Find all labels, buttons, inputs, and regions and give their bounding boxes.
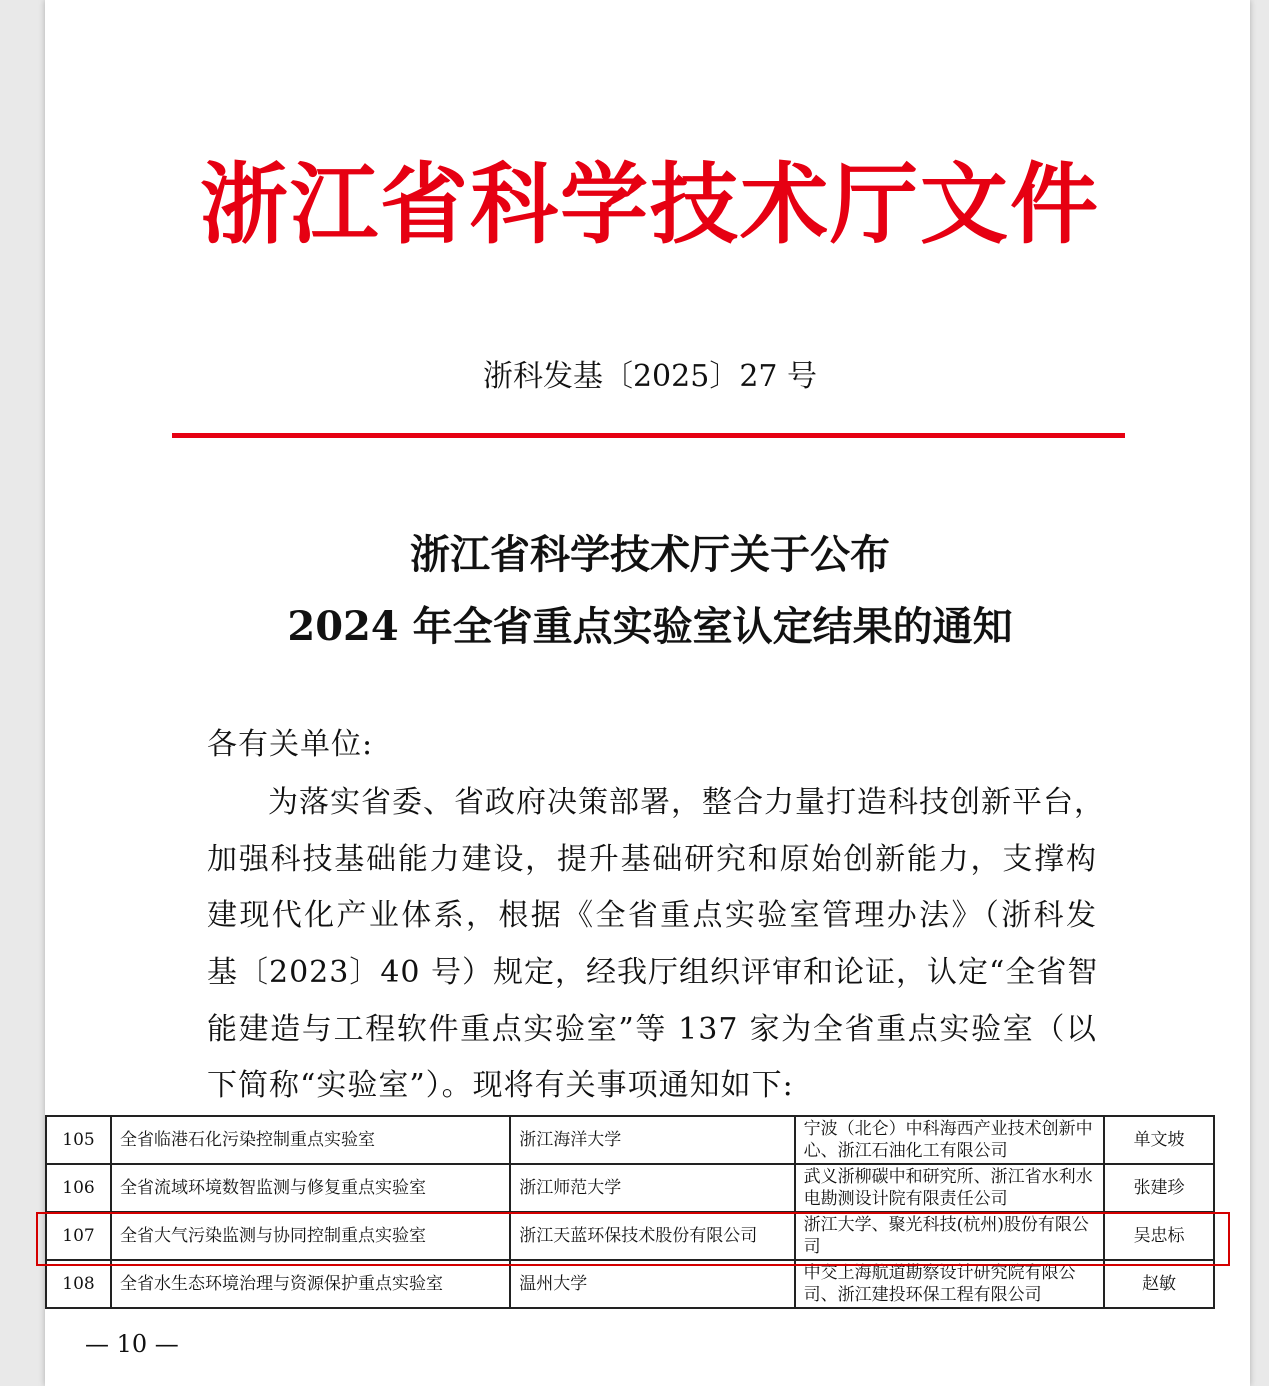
- director: 吴忠标: [1104, 1212, 1214, 1260]
- salutation: 各有关单位:: [207, 727, 374, 762]
- row-number: 105: [46, 1116, 111, 1164]
- director: 单文坡: [1104, 1116, 1214, 1164]
- host-unit: 浙江天蓝环保技术股份有限公司: [510, 1212, 794, 1260]
- lab-name: 全省临港石化污染控制重点实验室: [111, 1116, 510, 1164]
- host-unit: 浙江师范大学: [510, 1164, 794, 1212]
- notice-title-line-2: 2024 年全省重点实验室认定结果的通知: [287, 603, 1013, 650]
- director: 赵敏: [1104, 1260, 1214, 1308]
- red-divider-line: [172, 433, 1125, 438]
- lab-name: 全省大气污染监测与协同控制重点实验室: [111, 1212, 510, 1260]
- body-line: 下简称“实验室”）。现将有关事项通知如下:: [207, 1068, 794, 1103]
- partner-units: 中交上海航道勘察设计研究院有限公司、浙江建投环保工程有限公司: [795, 1260, 1104, 1308]
- body-line: 为落实省委、省政府决策部署，整合力量打造科技创新平台，: [268, 785, 1105, 820]
- lab-name: 全省流域环境数智监测与修复重点实验室: [111, 1164, 510, 1212]
- lab-table: [45, 1115, 1215, 1309]
- row-number: 107: [46, 1212, 111, 1260]
- table-row: [46, 1260, 1214, 1308]
- partner-units: 浙江大学、聚光科技(杭州)股份有限公司: [795, 1212, 1104, 1260]
- host-unit: 温州大学: [510, 1260, 794, 1308]
- lab-name: 全省水生态环境治理与资源保护重点实验室: [111, 1260, 510, 1308]
- document-number: 浙科发基〔2025〕27 号: [482, 359, 818, 394]
- table-row-highlighted: [46, 1212, 1214, 1260]
- table-row: [46, 1116, 1214, 1164]
- body-line: 加强科技基础能力建设，提升基础研究和原始创新能力，支撑构: [207, 842, 1097, 877]
- body-line: 基〔2023〕40 号）规定，经我厅组织评审和论证，认定“全省智: [207, 955, 1099, 990]
- partner-units: 武义浙柳碳中和研究所、浙江省水利水电勘测设计院有限责任公司: [795, 1164, 1104, 1212]
- partner-units: 宁波（北仑）中科海西产业技术创新中心、浙江石油化工有限公司: [795, 1116, 1104, 1164]
- notice-title-line-1: 浙江省科学技术厅关于公布: [410, 531, 890, 578]
- body-line: 建现代化产业体系，根据《全省重点实验室管理办法》（浙科发: [207, 898, 1097, 933]
- page-number: — 10 —: [85, 1330, 179, 1358]
- red-header-title: 浙江省科学技术厅文件: [199, 153, 1100, 256]
- host-unit: 浙江海洋大学: [510, 1116, 794, 1164]
- body-line: 能建造与工程软件重点实验室”等 137 家为全省重点实验室（以: [207, 1012, 1097, 1047]
- director: 张建珍: [1104, 1164, 1214, 1212]
- row-number: 108: [46, 1260, 111, 1308]
- table-row: [46, 1164, 1214, 1212]
- row-number: 106: [46, 1164, 111, 1212]
